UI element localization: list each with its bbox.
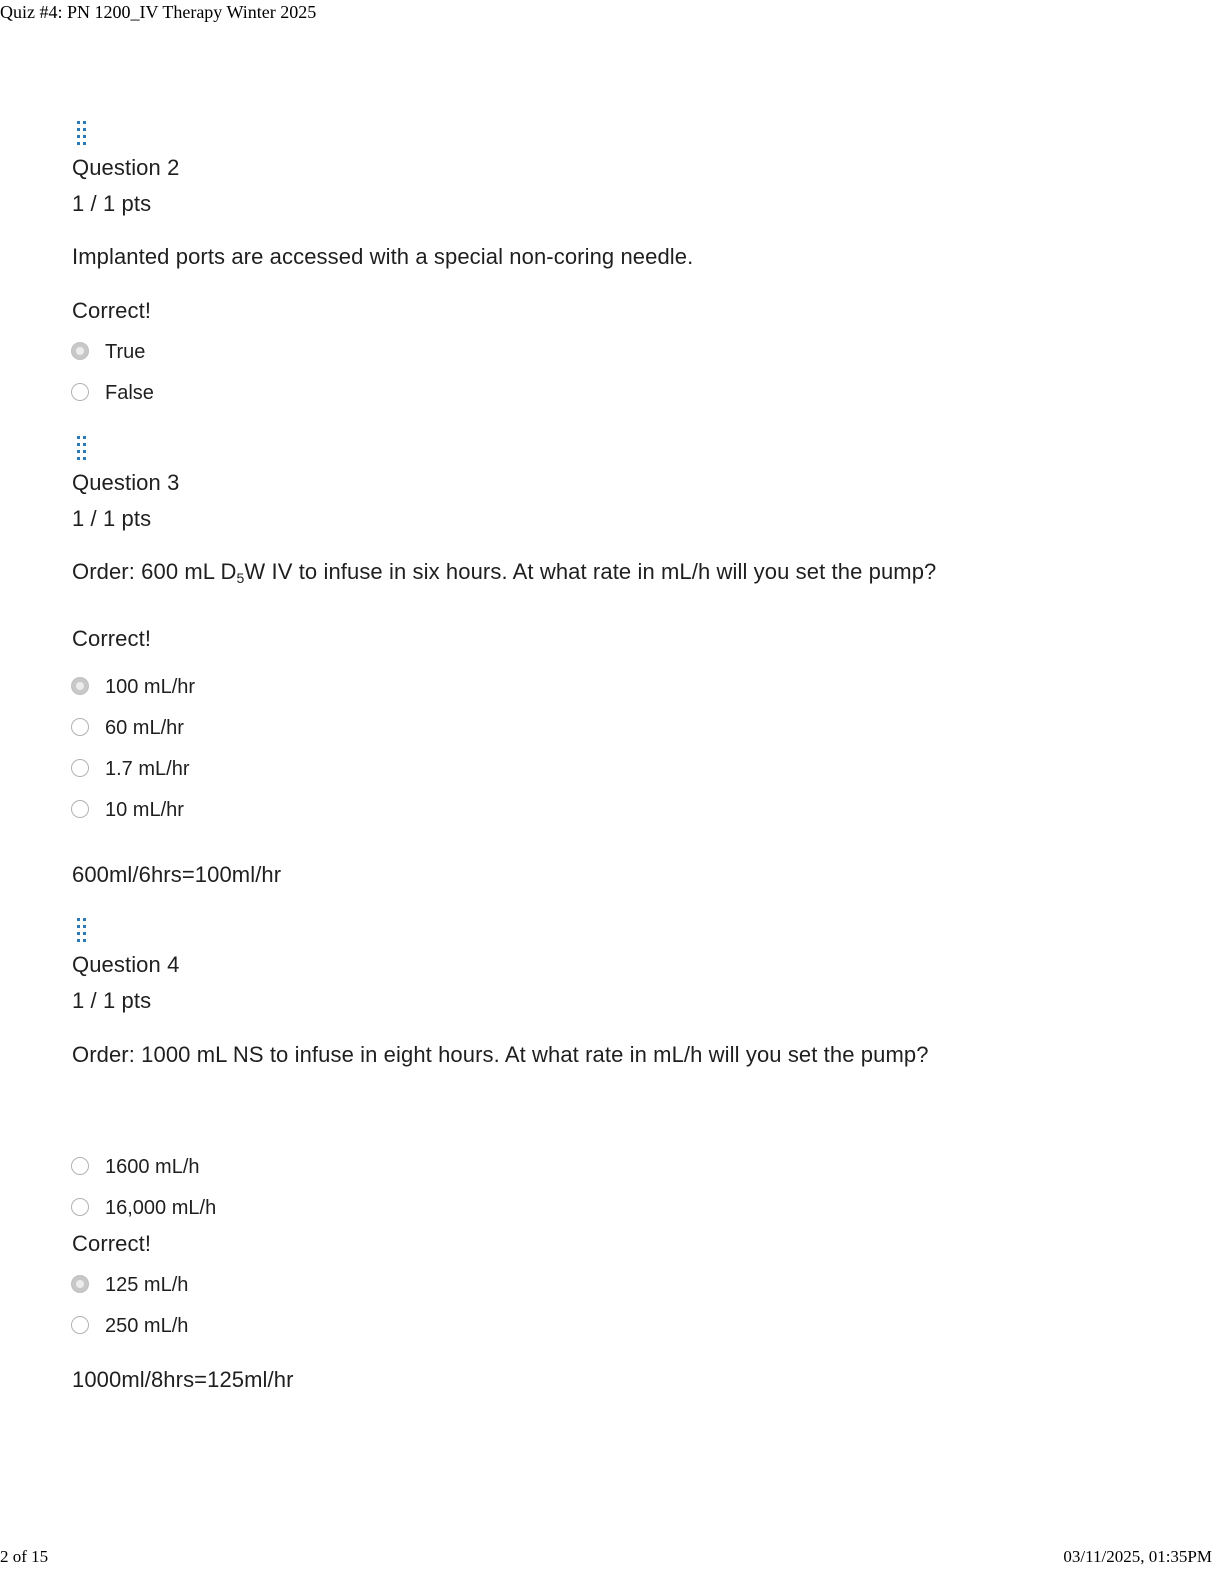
answer-radio[interactable] [71,800,89,818]
answer-radio[interactable] [71,1157,89,1175]
question-points: 1 / 1 pts [72,191,152,216]
correct-answer-label: Correct! [72,1231,152,1256]
answer-radio-selected[interactable] [71,677,89,695]
answer-explanation: 1000ml/8hrs=125ml/hr [72,1367,294,1392]
print-header-title: Quiz #4: PN 1200_IV Therapy Winter 2025 [0,2,317,22]
question-title: Question 2 [72,155,180,180]
answer-label[interactable]: 100 mL/hr [105,676,196,698]
drag-handle-icon[interactable] [77,918,89,944]
correct-answer-label: Correct! [72,298,152,323]
question-text: Order: 1000 mL NS to infuse in eight hours. At what rate in mL/h will you set the pump? [72,1042,929,1067]
answer-label[interactable]: 60 mL/hr [105,717,184,739]
answer-explanation: 600ml/6hrs=100ml/hr [72,862,282,887]
answer-radio-selected[interactable] [71,342,89,360]
correct-answer-label: Correct! [72,626,152,651]
question-text [72,559,936,585]
answer-label[interactable]: 16,000 mL/h [105,1197,217,1219]
answer-radio[interactable] [71,718,89,736]
answer-radio[interactable] [71,1316,89,1334]
drag-handle-icon[interactable] [77,436,89,462]
answer-label[interactable]: False [105,382,154,404]
question-text-part: Order: 600 mL D [72,559,237,584]
answer-radio[interactable] [71,1198,89,1216]
answer-label[interactable]: 1600 mL/h [105,1156,200,1178]
answer-label[interactable]: 10 mL/hr [105,799,184,821]
question-text: Implanted ports are accessed with a special non-coring needle. [72,244,694,269]
drag-handle-icon[interactable] [77,121,89,147]
print-footer-timestamp: 03/11/2025, 01:35PM [1063,1547,1212,1566]
question-title: Question 3 [72,470,180,495]
answer-label[interactable]: 250 mL/h [105,1315,189,1337]
question-text-subscript: 5 [236,570,245,586]
answer-radio[interactable] [71,383,89,401]
answer-label[interactable]: 125 mL/h [105,1274,189,1296]
answer-radio[interactable] [71,759,89,777]
question-text-part: W IV to infuse in six hours. At what rate in mL/h will you set the pump? [244,559,937,584]
print-footer-page: 2 of 15 [0,1547,49,1566]
question-title: Question 4 [72,952,180,977]
answer-radio-selected[interactable] [71,1275,89,1293]
answer-label[interactable]: 1.7 mL/hr [105,758,190,780]
answer-label[interactable]: True [105,341,146,363]
question-points: 1 / 1 pts [72,506,152,531]
question-points: 1 / 1 pts [72,988,152,1013]
